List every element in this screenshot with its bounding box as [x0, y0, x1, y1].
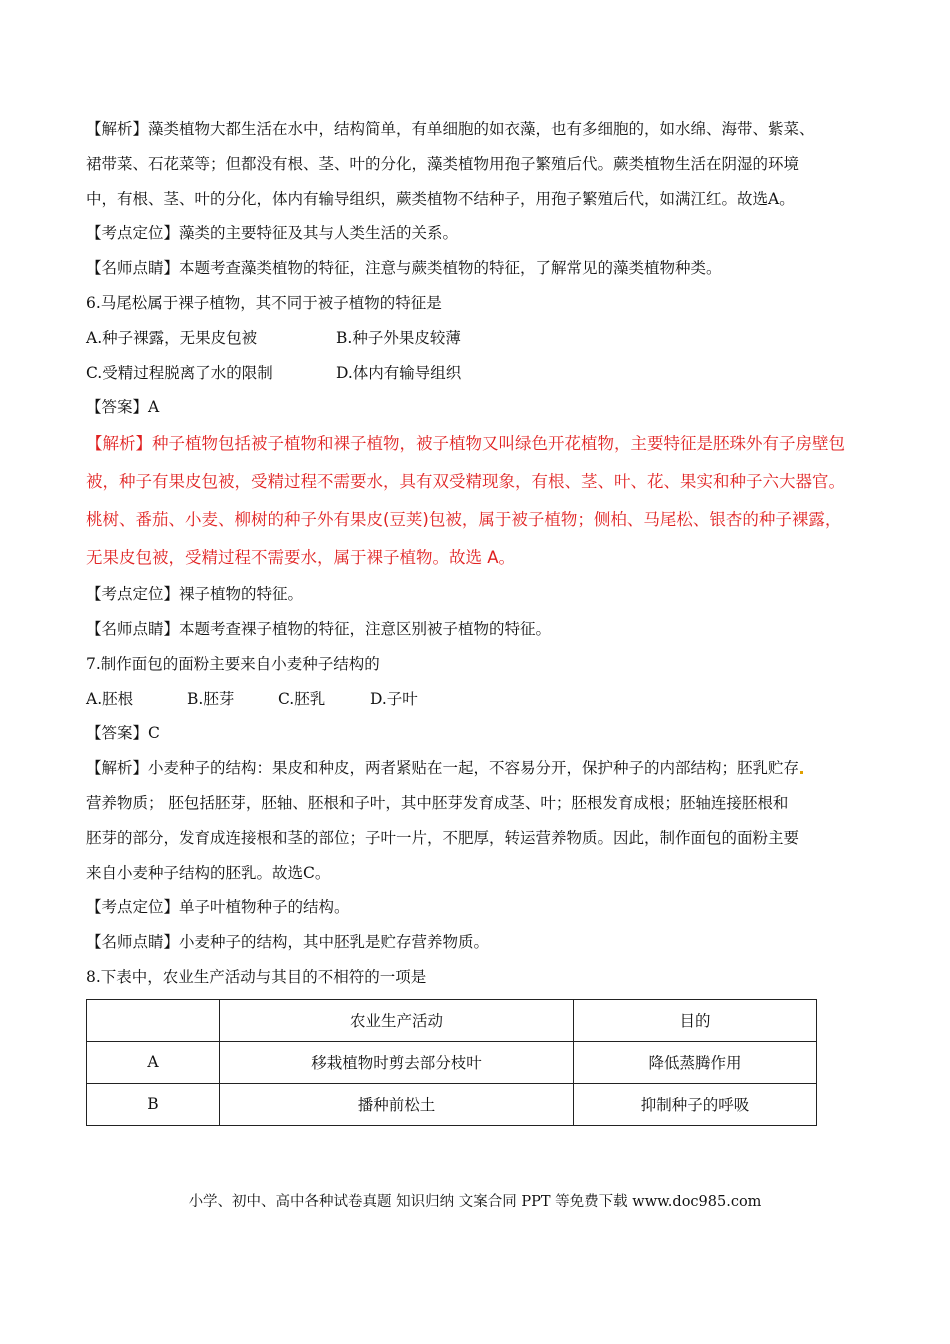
- q7-analysis-line: [86, 751, 876, 786]
- q5-analysis-line: 裙带菜、石花菜等；但都没有根、茎、叶的分化，藻类植物用孢子繁殖后代。蕨类植物生活在阴湿的环境: [86, 154, 800, 173]
- q7-analysis-line: 营养物质； 胚包括胚芽，胚轴、胚根和子叶，其中胚芽发育成茎、叶；胚根发育成根；胚轴连接胚根和: [86, 793, 789, 812]
- q7-analysis-line: 胚芽的部分，发育成连接根和茎的部位；子叶一片，不肥厚，转运营养物质。因此，制作面包的面粉主要: [86, 828, 800, 847]
- q5-analysis-line: 【解析】藻类植物大都生活在水中，结构简单，有单细胞的如衣藻，也有多细胞的，如水绵、海带、紫菜、: [86, 120, 815, 138]
- q7-options-row: [86, 682, 876, 717]
- q6-options-row-1: [86, 321, 876, 356]
- q6-question: 6.马尾松属于裸子植物，其不同于被子植物的特征是: [86, 293, 442, 312]
- table-row: [87, 1041, 817, 1083]
- q7-dianjing: 【名师点睛】小麦种子的结构，其中胚乳是贮存营养物质。: [86, 933, 490, 952]
- q6-analysis-line: 桃树、番茄、小麦、柳树的种子外有果皮(豆荚)包被，属于被子植物；侧柏、马尾松、银杏的种子裸露，: [86, 510, 842, 530]
- q6-kaodian: 【考点定位】裸子植物的特征。: [86, 585, 304, 604]
- q6-option-a: A.种子裸露，无果皮包被: [86, 328, 258, 347]
- q7-question: 7.制作面包的面粉主要来自小麦种子结构的: [86, 654, 380, 673]
- q5-analysis-line: 中，有根、茎、叶的分化，体内有输导组织，蕨类植物不结种子，用孢子繁殖后代，如满江红。故选A。: [86, 189, 795, 208]
- q6-option-d: D.体内有输导组织: [336, 363, 462, 382]
- q6-options-row-2: [86, 356, 876, 391]
- table-cell: 播种前松土: [220, 1083, 574, 1125]
- page-footer: 小学、初中、高中各种试卷真题 知识归纳 文案合同 PPT 等免费下载 www.doc985.com: [188, 1194, 762, 1210]
- q6-analysis-line: 【解析】种子植物包括被子植物和裸子植物，被子植物又叫绿色开花植物，主要特征是胚珠外有子房壁包: [86, 434, 845, 454]
- table-cell: A: [87, 1041, 220, 1083]
- table-cell: B: [87, 1083, 220, 1125]
- q6-analysis: [86, 425, 876, 577]
- table-cell: 移栽植物时剪去部分枝叶: [220, 1041, 574, 1083]
- table-header-cell: 目的: [574, 999, 817, 1041]
- ink-dot-icon: [800, 771, 803, 774]
- q6-analysis-line: 无果皮包被，受精过程不需要水，属于裸子植物。故选 A。: [86, 548, 516, 568]
- document-body: [86, 112, 876, 1126]
- q7-option-b: B.胚芽: [187, 689, 235, 708]
- q6-dianjing: 【名师点睛】本题考查裸子植物的特征，注意区别被子植物的特征。: [86, 619, 552, 638]
- table-header-row: [87, 999, 817, 1041]
- q7-kaodian: 【考点定位】单子叶植物种子的结构。: [86, 898, 350, 917]
- table-row: [87, 1083, 817, 1125]
- q8-question: 8.下表中，农业生产活动与其目的不相符的一项是: [86, 967, 427, 986]
- q6-option-b: B.种子外果皮较薄: [336, 328, 461, 347]
- q7-answer: 【答案】C: [86, 724, 160, 743]
- q5-dianjing: 【名师点睛】本题考查藻类植物的特征，注意与蕨类植物的特征，了解常见的藻类植物种类。: [86, 259, 722, 278]
- q7-analysis-line-text: 【解析】小麦种子的结构：果皮和种皮，两者紧贴在一起，不容易分开，保护种子的内部结构；胚乳贮存: [86, 759, 800, 778]
- q5-kaodian: 【考点定位】藻类的主要特征及其与人类生活的关系。: [86, 224, 459, 243]
- table-cell: 降低蒸腾作用: [574, 1041, 817, 1083]
- table-header-cell: [87, 999, 220, 1041]
- table-header-cell: 农业生产活动: [220, 999, 574, 1041]
- q7-option-d: D.子叶: [370, 689, 418, 708]
- table-cell: 抑制种子的呼吸: [574, 1083, 817, 1125]
- q6-answer: 【答案】A: [86, 398, 160, 417]
- q7-analysis-line: 来自小麦种子结构的胚乳。故选C。: [86, 863, 331, 882]
- q7-option-c: C.胚乳: [278, 689, 326, 708]
- q6-analysis-line: 被，种子有果皮包被，受精过程不需要水，具有双受精现象，有根、茎、叶、花、果实和种子六大器官。: [86, 472, 845, 492]
- q7-option-a: A.胚根: [86, 689, 134, 708]
- q8-table: [86, 999, 817, 1126]
- q6-option-c: C.受精过程脱离了水的限制: [86, 363, 273, 382]
